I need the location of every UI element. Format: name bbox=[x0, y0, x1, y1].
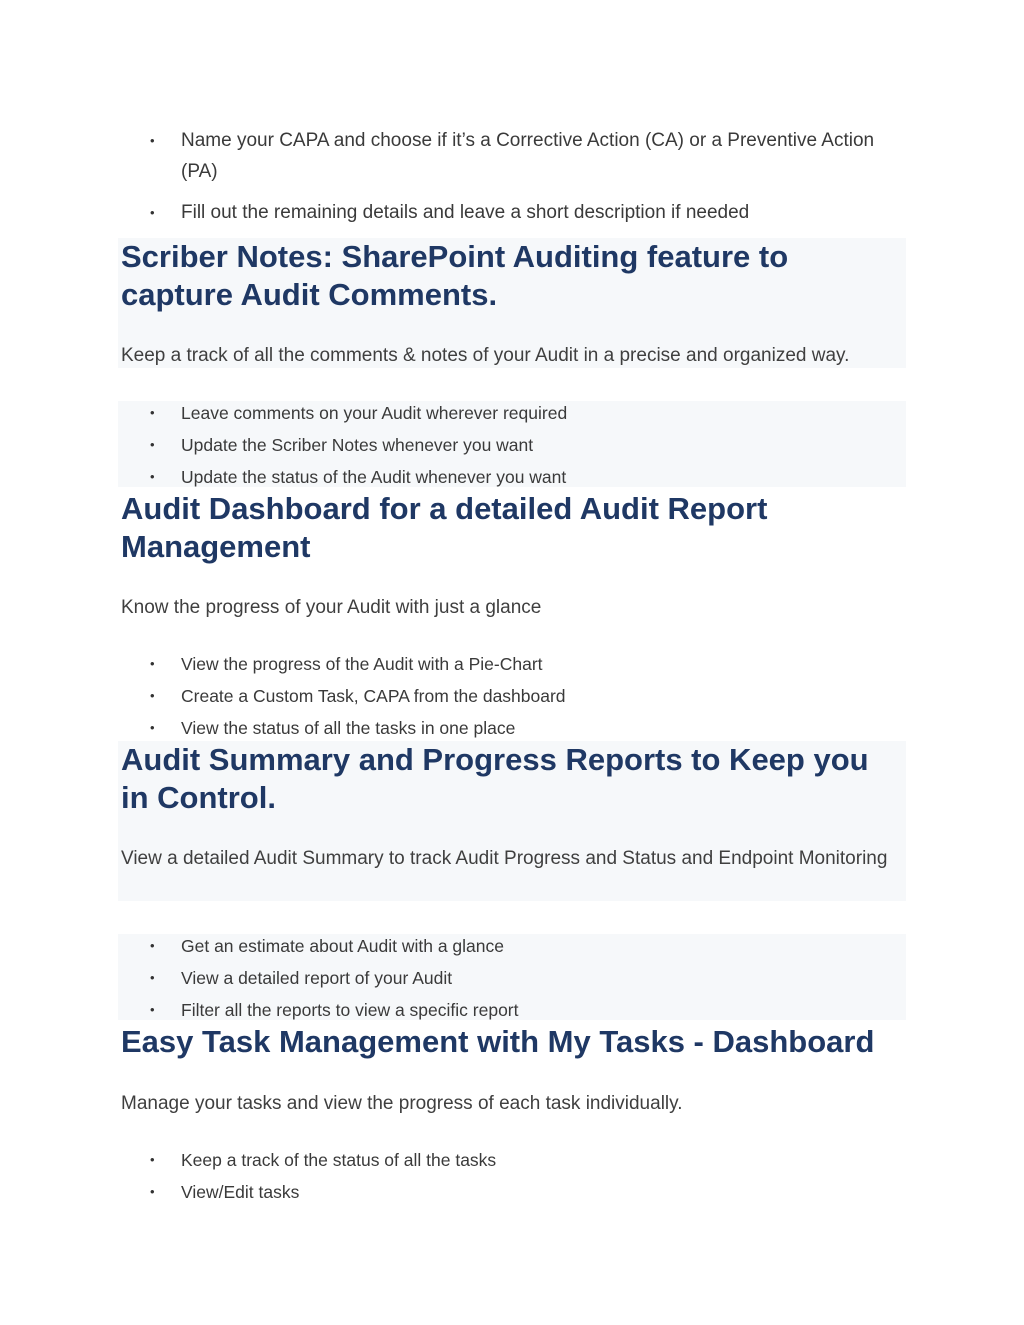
section-intro: Keep a track of all the comments & notes of your Audit in a precise and organized way. bbox=[121, 345, 850, 366]
list-item bbox=[118, 962, 906, 994]
bullet-icon: • bbox=[150, 405, 155, 420]
section-bullet-list bbox=[118, 397, 906, 493]
bullet-icon: • bbox=[150, 1002, 155, 1017]
list-item-text: View the progress of the Audit with a Pie-Chart bbox=[181, 654, 543, 674]
list-item-text: View/Edit tasks bbox=[181, 1182, 300, 1202]
section-intro: View a detailed Audit Summary to track Audit Progress and Status and Endpoint Monitoring bbox=[121, 848, 888, 869]
list-item bbox=[118, 429, 906, 461]
list-item-text: Filter all the reports to view a specific report bbox=[181, 1000, 519, 1020]
list-item bbox=[118, 680, 906, 712]
list-item bbox=[118, 125, 906, 187]
bullet-icon: • bbox=[150, 205, 155, 220]
bullet-icon: • bbox=[150, 133, 155, 148]
list-item bbox=[118, 197, 906, 228]
bullet-icon: • bbox=[150, 656, 155, 671]
bullet-icon: • bbox=[150, 437, 155, 452]
section-heading-scriber-notes: Scriber Notes: SharePoint Auditing feature to capture Audit Comments. bbox=[121, 239, 789, 312]
list-item bbox=[118, 1176, 906, 1208]
section-heading-audit-summary: Audit Summary and Progress Reports to Keep you in Control. bbox=[121, 742, 869, 815]
bullet-icon: • bbox=[150, 1152, 155, 1167]
list-item-text: Update the Scriber Notes whenever you want bbox=[181, 435, 534, 455]
list-item bbox=[118, 648, 906, 680]
bullet-icon: • bbox=[150, 720, 155, 735]
list-item bbox=[118, 930, 906, 962]
list-item-text: Keep a track of the status of all the tasks bbox=[181, 1150, 497, 1170]
list-item-text: Update the status of the Audit whenever you want bbox=[181, 467, 567, 487]
bullet-icon: • bbox=[150, 688, 155, 703]
list-item bbox=[118, 994, 906, 1026]
list-item bbox=[118, 461, 906, 493]
bullet-icon: • bbox=[150, 1184, 155, 1199]
section-bullet-list bbox=[118, 648, 906, 744]
list-item bbox=[118, 1144, 906, 1176]
section-heading-audit-dashboard: Audit Dashboard for a detailed Audit Report Management bbox=[121, 491, 768, 564]
list-item-text: View the status of all the tasks in one place bbox=[181, 718, 516, 738]
list-item-text: Create a Custom Task, CAPA from the dashboard bbox=[181, 686, 566, 706]
list-item-text: View a detailed report of your Audit bbox=[181, 968, 453, 988]
section-bullet-list bbox=[118, 1144, 906, 1208]
list-item-text: Name your CAPA and choose if it’s a Corrective Action (CA) or a Preventive Action (PA) bbox=[181, 130, 875, 182]
bullet-icon: • bbox=[150, 970, 155, 985]
list-item-text: Leave comments on your Audit wherever required bbox=[181, 403, 568, 423]
list-item-text: Get an estimate about Audit with a glance bbox=[181, 936, 504, 956]
section-bullet-list bbox=[118, 930, 906, 1026]
bullet-icon: • bbox=[150, 938, 155, 953]
list-item bbox=[118, 397, 906, 429]
section-intro: Manage your tasks and view the progress of each task individually. bbox=[121, 1093, 683, 1114]
list-item bbox=[118, 712, 906, 744]
capa-steps-list bbox=[118, 125, 906, 238]
list-item-text: Fill out the remaining details and leave a short description if needed bbox=[181, 202, 750, 223]
section-intro: Know the progress of your Audit with just a glance bbox=[121, 597, 542, 618]
section-heading-task-management: Easy Task Management with My Tasks - Dashboard bbox=[121, 1024, 875, 1059]
bullet-icon: • bbox=[150, 469, 155, 484]
